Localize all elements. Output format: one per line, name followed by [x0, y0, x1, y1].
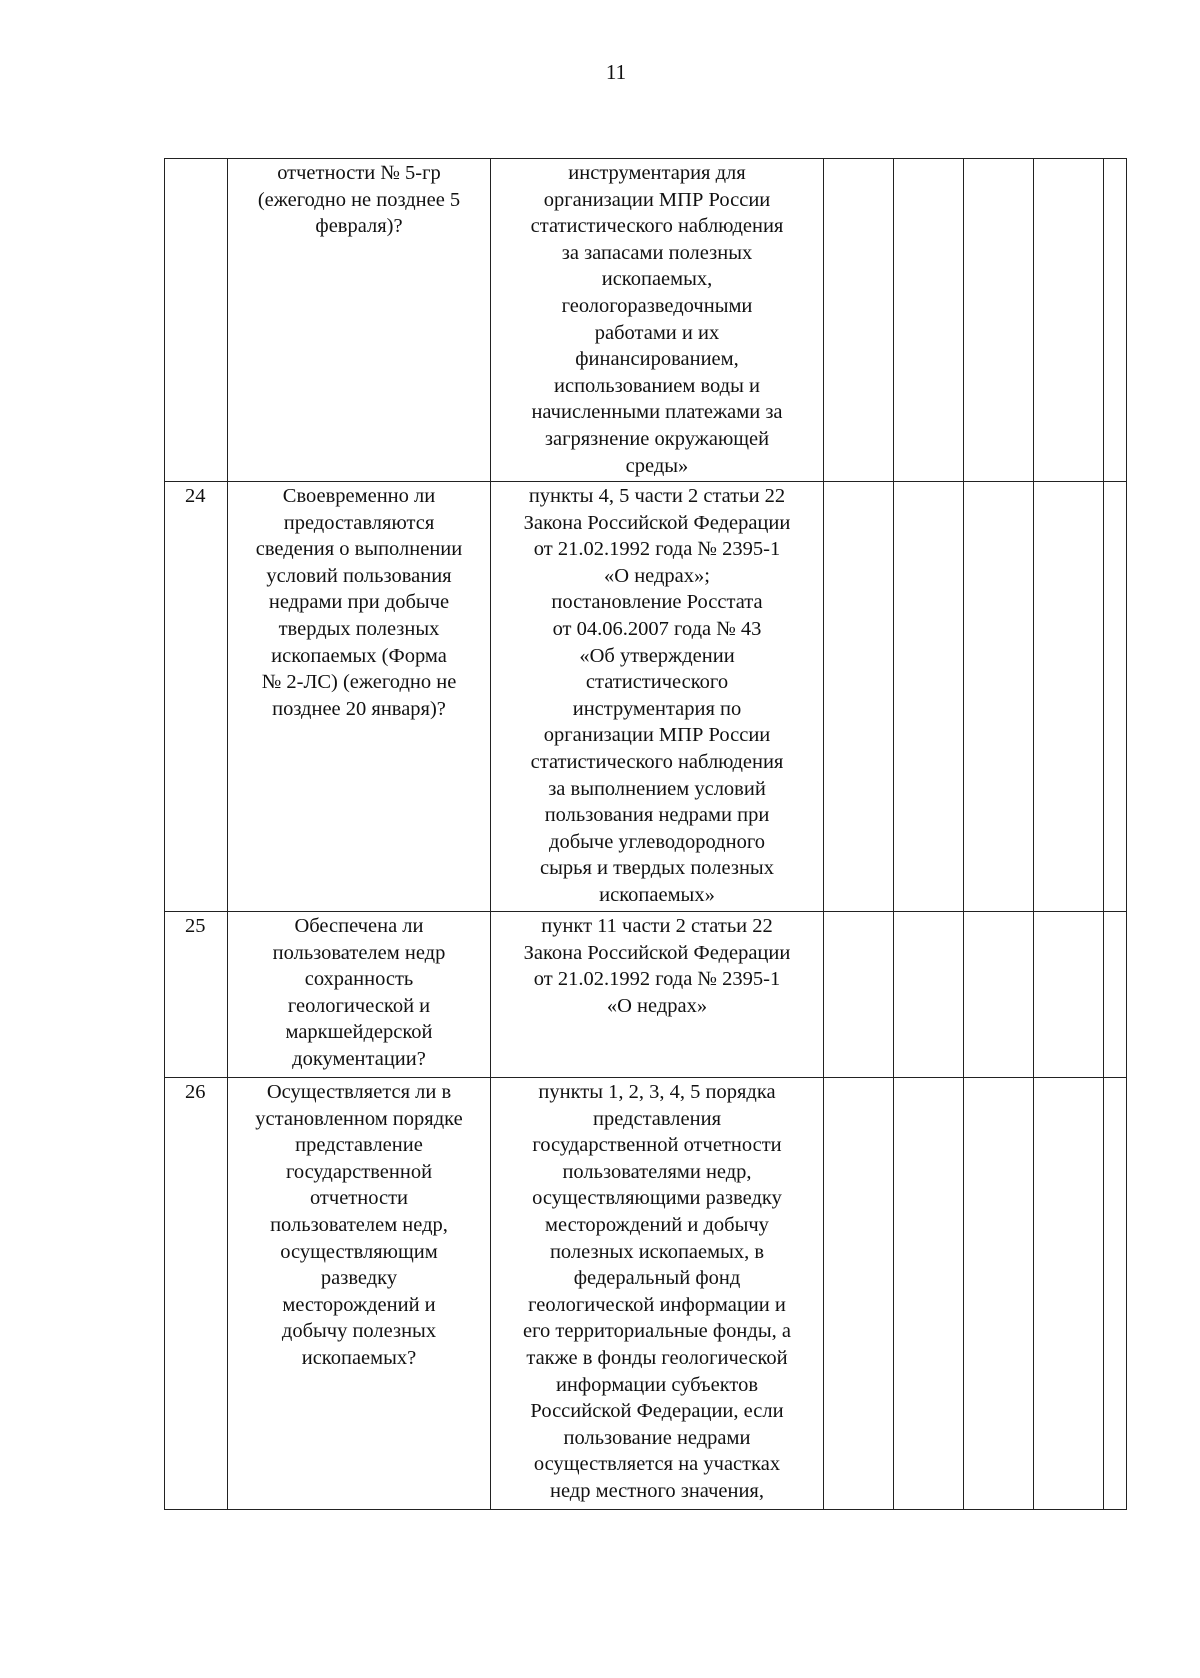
empty-cell — [824, 482, 894, 912]
basis-line: инструментария по — [572, 697, 742, 720]
empty-cell — [894, 1078, 964, 1510]
empty-cell — [894, 159, 964, 482]
basis-line: информации субъектов — [555, 1373, 759, 1396]
page-number: 11 — [605, 60, 627, 84]
empty-cell — [894, 482, 964, 912]
empty-cell — [1104, 159, 1127, 482]
question-line: маркшейдерской — [285, 1021, 433, 1044]
basis-line: «Об утверждении — [579, 644, 735, 667]
question-line: геологической и — [287, 994, 431, 1017]
empty-cell — [824, 1078, 894, 1510]
basis-line: финансированием, — [575, 348, 739, 371]
basis-line: организации МПР России — [543, 724, 771, 747]
question-cell — [228, 912, 491, 1078]
basis-line: Закона Российской Федерации — [523, 941, 791, 964]
basis-line: пользования недрами при — [544, 804, 770, 827]
basis-line: организации МПР России — [543, 188, 771, 211]
empty-cell — [824, 159, 894, 482]
basis-line: ископаемых» — [599, 883, 715, 906]
basis-line: от 21.02.1992 года № 2395-1 — [533, 538, 781, 561]
basis-line: статистического наблюдения — [530, 215, 784, 238]
basis-line: пункты 1, 2, 3, 4, 5 порядка — [538, 1081, 776, 1103]
question-line: № 2-ЛС) (ежегодно не — [261, 671, 457, 694]
question-line: отчетности № 5-гр — [277, 162, 441, 184]
question-line: Обеспечена ли — [294, 915, 424, 937]
question-cell — [228, 1078, 491, 1510]
question-line: отчетности — [309, 1187, 409, 1210]
question-line: пользователем недр, — [270, 1213, 448, 1236]
basis-line: от 21.02.1992 года № 2395-1 — [533, 968, 781, 991]
question-line: условий пользования — [266, 564, 452, 587]
question-line: месторождений и — [282, 1293, 436, 1316]
basis-line: статистического наблюдения — [530, 750, 784, 773]
basis-line: ископаемых, — [601, 268, 713, 291]
basis-line: использованием воды и — [554, 374, 760, 397]
basis-line: государственной отчетности — [532, 1134, 782, 1157]
basis-line: осуществляется на участках — [533, 1453, 781, 1476]
basis-line: Российской Федерации, если — [530, 1400, 784, 1423]
table-row — [165, 1078, 1127, 1510]
basis-line: сырья и твердых полезных — [540, 857, 774, 880]
question-line: позднее 20 января)? — [272, 697, 446, 720]
empty-cell — [1104, 482, 1127, 912]
basis-line: инструментария для — [568, 162, 746, 184]
question-line: документации? — [292, 1047, 426, 1070]
legal-basis-cell — [491, 482, 824, 912]
basis-line: осуществляющими разведку — [532, 1187, 782, 1210]
row-number: 26 — [165, 1078, 228, 1510]
basis-line: среды» — [625, 454, 689, 477]
question-line: сохранность — [304, 968, 414, 991]
empty-cell — [1034, 159, 1104, 482]
basis-line: начисленными платежами за — [531, 401, 783, 424]
empty-cell — [1104, 912, 1127, 1078]
question-cell — [228, 482, 491, 912]
question-line: осуществляющим — [280, 1240, 438, 1263]
empty-cell — [964, 1078, 1034, 1510]
empty-cell — [1034, 482, 1104, 912]
question-line: ископаемых (Форма — [271, 644, 447, 667]
basis-line: загрязнение окружающей — [544, 427, 770, 450]
question-line: государственной — [285, 1160, 433, 1183]
basis-line: «О недрах»; — [604, 564, 710, 587]
question-line: февраля)? — [315, 215, 403, 238]
basis-line: также в фонды геологической — [526, 1346, 788, 1369]
row-number — [165, 159, 228, 482]
empty-cell — [824, 912, 894, 1078]
empty-cell — [1104, 1078, 1127, 1510]
question-line: Осуществляется ли в — [266, 1081, 452, 1103]
basis-line: пункт 11 части 2 статьи 22 — [541, 915, 773, 937]
basis-line: месторождений и добычу — [545, 1213, 769, 1236]
basis-line: Закона Российской Федерации — [523, 511, 791, 534]
question-line: Своевременно ли — [282, 485, 436, 507]
basis-line: пользование недрами — [563, 1426, 751, 1449]
empty-cell — [964, 912, 1034, 1078]
row-number: 25 — [165, 912, 228, 1078]
basis-line: представления — [593, 1107, 721, 1130]
checklist-table — [164, 158, 1127, 1510]
question-cell — [228, 159, 491, 482]
basis-line: постановление Росстата — [551, 591, 763, 614]
question-line: ископаемых? — [301, 1346, 417, 1369]
question-line: пользователем недр — [272, 941, 446, 964]
basis-line: за запасами полезных — [561, 241, 753, 264]
empty-cell — [964, 159, 1034, 482]
question-line: представление — [295, 1134, 423, 1157]
basis-line: федеральный фонд — [573, 1267, 741, 1290]
question-line: недрами при добыче — [268, 591, 450, 614]
empty-cell — [894, 912, 964, 1078]
empty-cell — [1034, 912, 1104, 1078]
empty-cell — [964, 482, 1034, 912]
row-number: 24 — [165, 482, 228, 912]
legal-basis-cell — [491, 1078, 824, 1510]
question-line: добычу полезных — [281, 1320, 437, 1343]
question-line: твердых полезных — [278, 617, 440, 640]
question-line: (ежегодно не позднее 5 — [257, 188, 461, 211]
table-row — [165, 912, 1127, 1078]
basis-line: добыче углеводородного — [549, 830, 765, 853]
legal-basis-cell — [491, 912, 824, 1078]
basis-line: от 04.06.2007 года № 43 — [552, 617, 762, 640]
empty-cell — [1034, 1078, 1104, 1510]
basis-line: статистического — [585, 671, 729, 694]
basis-line: пользователями недр, — [562, 1160, 752, 1183]
question-line: установленном порядке — [255, 1107, 463, 1130]
basis-line: «О недрах» — [606, 994, 708, 1017]
basis-line: его территориальные фонды, а — [523, 1320, 791, 1343]
question-line: разведку — [320, 1267, 398, 1290]
table-row — [165, 159, 1127, 482]
basis-line: геологоразведочными — [561, 294, 753, 317]
legal-basis-cell — [491, 159, 824, 482]
basis-line: пункты 4, 5 части 2 статьи 22 — [528, 485, 786, 507]
basis-line: геологической информации и — [528, 1293, 786, 1316]
question-line: предоставляются — [283, 511, 435, 534]
basis-line: полезных ископаемых, в — [549, 1240, 765, 1263]
basis-line: за выполнением условий — [548, 777, 766, 800]
basis-line: работами и их — [594, 321, 720, 344]
table-row — [165, 482, 1127, 912]
basis-line: недр местного значения, — [550, 1479, 764, 1502]
question-line: сведения о выполнении — [255, 538, 463, 561]
